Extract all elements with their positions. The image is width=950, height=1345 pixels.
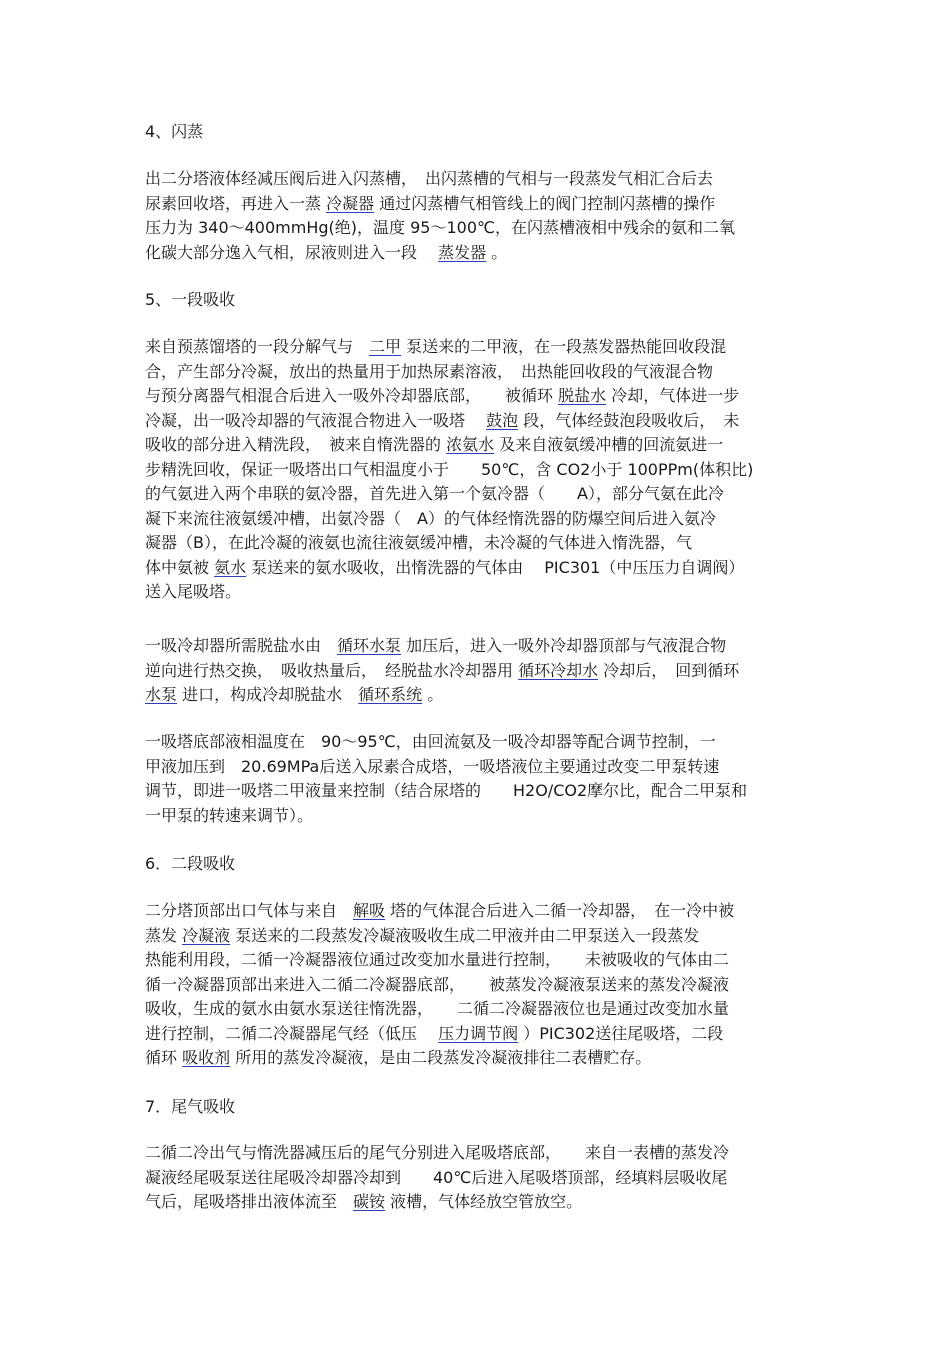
- text-line: [145, 360, 815, 385]
- text-line: [145, 580, 815, 605]
- text-line: [145, 755, 815, 780]
- text-segment: 出二分塔液体经减压阀后进入闪蒸槽， 出闪蒸槽的气相与一段蒸发气相汇合后去: [145, 169, 714, 188]
- text-segment: 液槽，气体经放空管放空。: [385, 1192, 583, 1211]
- text-line: [145, 659, 815, 684]
- text-segment: 来自预蒸馏塔的一段分解气与: [145, 337, 370, 356]
- paragraph: [145, 335, 815, 605]
- term-link[interactable]: 冷凝液: [182, 925, 231, 945]
- term-link[interactable]: 吸收剂: [182, 1048, 231, 1067]
- text-line: [145, 973, 815, 998]
- text-line: [145, 924, 815, 949]
- term-link[interactable]: 脱盐水: [558, 386, 607, 405]
- text-line: [145, 634, 815, 659]
- text-segment: 蒸发: [145, 925, 183, 945]
- text-line: [145, 1190, 815, 1215]
- section-heading: 4、闪蒸: [145, 122, 204, 141]
- text-line: [145, 1022, 815, 1047]
- text-line: [145, 482, 815, 507]
- term-link[interactable]: 循环冷却水: [518, 660, 599, 680]
- text-line: [145, 216, 815, 241]
- text-line: [145, 241, 815, 266]
- text-segment: 进口，构成冷却脱盐水: [177, 685, 359, 704]
- text-line: [145, 948, 815, 973]
- text-line: [145, 433, 815, 458]
- text-segment: 泵送来的二甲液，在一段蒸发器热能回收段混: [401, 337, 727, 356]
- text-segment: 进行控制，二循二冷凝器尾气经（低压: [145, 1023, 439, 1043]
- text-line: [145, 458, 815, 483]
- text-segment: 送入尾吸塔。: [145, 582, 242, 601]
- text-line: [145, 683, 815, 708]
- term-link[interactable]: 蒸发器: [438, 242, 487, 262]
- text-segment: 。: [486, 242, 508, 262]
- text-segment: 一吸塔底部液相温度在 90～95℃，由回流氨及一吸冷却器等配合调节控制，一: [145, 732, 716, 751]
- text-segment: 一甲泵的转速来调节）。: [145, 805, 314, 825]
- text-segment: 段，气体经鼓泡段吸收后， 未: [518, 410, 740, 430]
- term-link[interactable]: 水泵: [145, 685, 178, 704]
- text-line: [145, 531, 815, 556]
- text-segment: 凝器（B），在此冷凝的液氨也流往液氨缓冲槽，未冷凝的气体进入惰洗器，气: [145, 533, 692, 552]
- text-segment: 与预分离器气相混合后进入一吸外冷却器底部， 被循环: [145, 386, 559, 405]
- text-segment: 吸收，生成的氨水由氨水泵送往惰洗器， 二循二冷凝器液位也是通过改变加水量: [145, 999, 730, 1018]
- text-line: [145, 997, 815, 1022]
- text-segment: 压力为 340～400mmHg(绝)，温度 95～100℃，在闪蒸槽液相中残余的氨和二氧: [145, 218, 735, 237]
- text-segment: 凝下来流往液氨缓冲槽，出氨冷器（ A）的气体经惰洗器的防爆空间后进入氨冷: [145, 508, 716, 528]
- text-segment: 甲液加压到 20.69MPa后送入尿素合成塔，一吸塔液位主要通过改变二甲泵转速: [145, 756, 720, 776]
- text-segment: 气后，尾吸塔排出液体流至: [145, 1192, 354, 1211]
- text-segment: 加压后，进入一吸外冷却器顶部与气液混合物: [401, 636, 727, 655]
- text-segment: 凝液经尾吸泵送往尾吸冷却器冷却到 40℃后进入尾吸塔顶部，经填料层吸收尾: [145, 1167, 728, 1187]
- text-line: [145, 409, 815, 434]
- text-segment: 二分塔顶部出口气体与来自: [145, 901, 354, 920]
- text-segment: 通过闪蒸槽气相管线上的阀门控制闪蒸槽的操作: [374, 193, 716, 213]
- paragraph: [145, 730, 815, 828]
- text-line: [145, 804, 815, 829]
- text-line: [145, 1046, 815, 1071]
- term-link[interactable]: 碳铵: [353, 1192, 386, 1211]
- text-line: [145, 556, 815, 581]
- text-segment: 的气氨进入两个串联的氨冷器，首先进入第一个氨冷器（ A），部分气氨在此冷: [145, 484, 724, 503]
- text-segment: 吸收的部分进入精洗段， 被来自惰洗器的: [145, 435, 447, 454]
- term-link[interactable]: 浓氨水: [446, 435, 495, 454]
- text-segment: 冷凝，出一吸冷却器的气液混合物进入一吸塔: [145, 410, 487, 430]
- text-segment: 循一冷凝器顶部出来进入二循二冷凝器底部， 被蒸发冷凝液泵送来的蒸发冷凝液: [145, 974, 730, 994]
- text-line: [145, 1141, 815, 1166]
- term-link[interactable]: 循环系统: [358, 685, 423, 704]
- text-segment: 合，产生部分冷凝，放出的热量用于加热尿素溶液， 出热能回收段的气液混合物: [145, 361, 714, 381]
- text-segment: 泵送来的二段蒸发冷凝液吸收生成二甲液并由二甲泵送入一段蒸发: [230, 925, 700, 945]
- section-heading: 7．尾气吸收: [145, 1097, 236, 1116]
- text-segment: 逆向进行热交换， 吸收热量后， 经脱盐水冷却器用: [145, 660, 519, 680]
- text-line: [145, 1166, 815, 1191]
- term-link[interactable]: 解吸: [353, 901, 386, 920]
- text-segment: 循环: [145, 1048, 183, 1067]
- term-link[interactable]: 冷凝器: [326, 193, 375, 213]
- text-segment: 热能利用段，二循一冷凝器液位通过改变加水量进行控制， 未被吸收的气体由二: [145, 950, 730, 969]
- text-line: [145, 507, 815, 532]
- text-segment: 体中氨被: [145, 557, 215, 577]
- paragraph: [145, 634, 815, 708]
- term-link[interactable]: 循环水泵: [337, 636, 402, 655]
- text-segment: 化碳大部分逸入气相，尿液则进入一段: [145, 242, 439, 262]
- text-segment: 及来自液氨缓冲槽的回流氨进一: [494, 435, 724, 454]
- text-line: [145, 192, 815, 217]
- text-segment: 冷却，气体进一步: [606, 386, 740, 405]
- text-segment: 尿素回收塔，再进入一蒸: [145, 193, 327, 213]
- term-link[interactable]: 二甲: [369, 337, 402, 356]
- text-line: [145, 779, 815, 804]
- text-line: [145, 730, 815, 755]
- text-segment: 。: [422, 685, 444, 704]
- text-segment: 所用的蒸发冷凝液，是由二段蒸发冷凝液排往二表槽贮存。: [230, 1048, 652, 1067]
- term-link[interactable]: 压力调节阀: [438, 1023, 519, 1043]
- text-segment: 一吸冷却器所需脱盐水由: [145, 636, 338, 655]
- paragraph: [145, 899, 815, 1071]
- text-segment: 调节，即进一吸塔二甲液量来控制（结合尿塔的 H2O/CO2摩尔比，配合二甲泵和: [145, 781, 748, 800]
- text-line: [145, 899, 815, 924]
- text-line: [145, 335, 815, 360]
- text-line: [145, 384, 815, 409]
- term-link[interactable]: 氨水: [214, 557, 247, 577]
- text-segment: 冷却后， 回到循环: [598, 660, 740, 680]
- text-line: [145, 167, 815, 192]
- section-heading: 5、一段吸收: [145, 290, 236, 309]
- text-segment: 塔的气体混合后进入二循一冷却器， 在一冷中被: [385, 901, 735, 920]
- section-heading: 6．二段吸收: [145, 854, 236, 873]
- text-segment: ）PIC302送往尾吸塔，二段: [518, 1023, 724, 1043]
- text-segment: 二循二冷出气与惰洗器减压后的尾气分别进入尾吸塔底部， 来自一表槽的蒸发冷: [145, 1143, 730, 1162]
- paragraph: [145, 167, 815, 265]
- text-segment: 泵送来的氨水吸收，出惰洗器的气体由 PIC301（中压压力自调阀）: [246, 557, 745, 577]
- paragraph: [145, 1141, 815, 1215]
- term-link[interactable]: 鼓泡: [486, 410, 519, 430]
- text-segment: 步精洗回收，保证一吸塔出口气相温度小于 50℃，含 CO2小于 100PPm(体积比): [145, 459, 754, 479]
